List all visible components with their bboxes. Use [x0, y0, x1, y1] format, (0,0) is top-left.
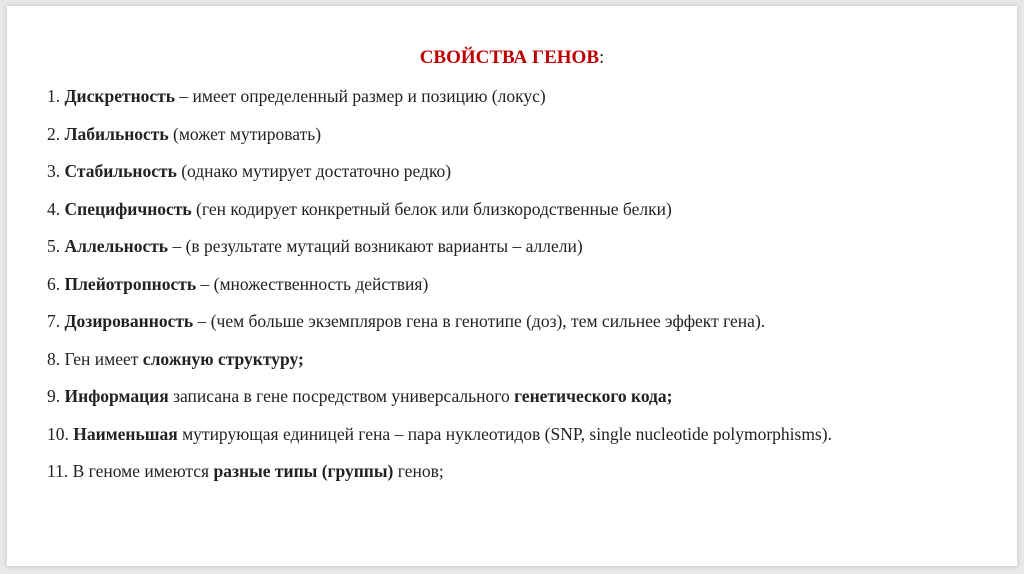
list-item: 10. Наименьшая мутирующая единицей гена – пара нуклеотидов (SNP, single nucleotide polymorphisms).: [47, 423, 832, 444]
title-colon: :: [599, 47, 605, 68]
list-item: 11. В геноме имеются разные типы (группы) генов;: [47, 461, 444, 481]
list-item: 5. Аллельность – (в результате мутаций возникают варианты – аллели): [47, 236, 583, 256]
list-item: 1. Дискретность – имеет определенный размер и позицию (локус): [47, 86, 546, 106]
slide: [7, 6, 1017, 566]
list-item: 9. Информация записана в гене посредством универсального генетического кода;: [47, 386, 673, 406]
gene-properties-list: [47, 78, 977, 491]
slide-title: [7, 47, 1017, 69]
title-text: СВОЙСТВА ГЕНОВ: [419, 47, 599, 68]
list-item: 4. Специфичность (ген кодирует конкретный белок или близкородственные белки): [47, 198, 672, 219]
list-item: 7. Дозированность – (чем больше экземпляров гена в генотипе (доз), тем сильнее эффект гена).: [47, 311, 766, 331]
list-item: 6. Плейотропность – (множественность действия): [47, 273, 429, 294]
list-item: 8. Ген имеет сложную структуру;: [47, 348, 304, 369]
list-item: 2. Лабильность (может мутировать): [47, 123, 322, 144]
list-item: 3. Стабильность (однако мутирует достаточно редко): [47, 161, 452, 181]
